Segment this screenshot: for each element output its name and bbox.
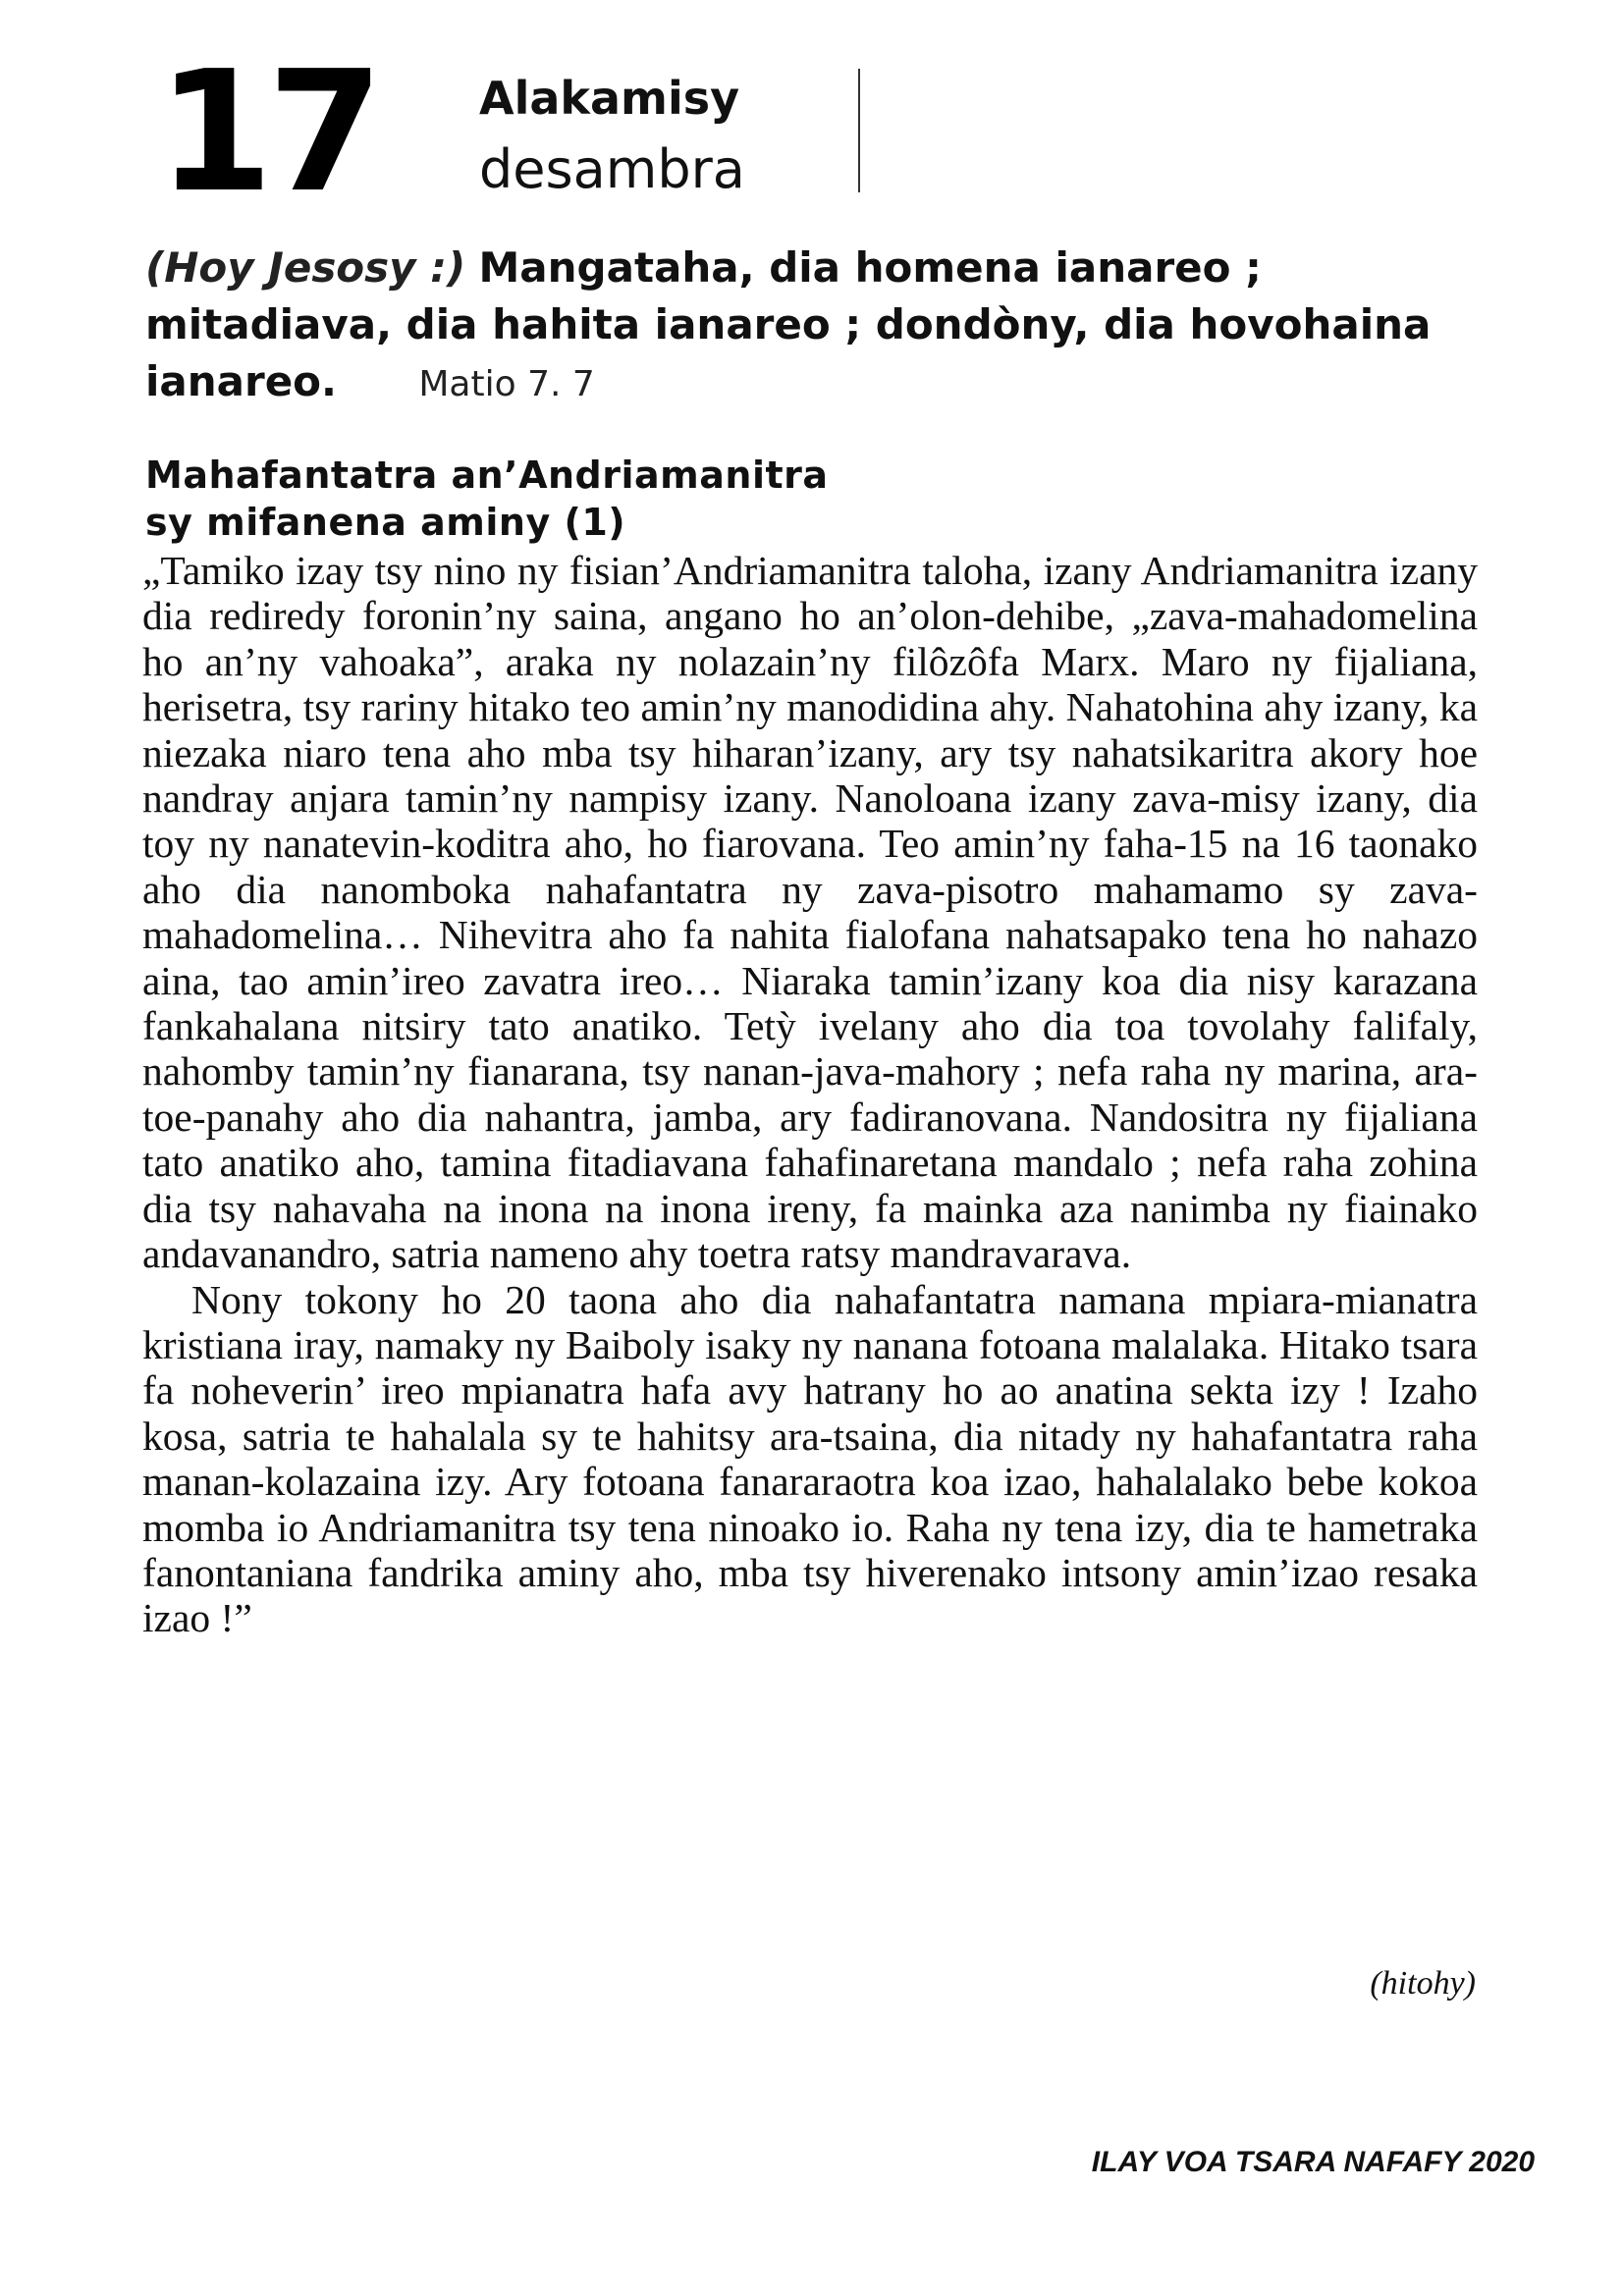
month: desambra bbox=[479, 138, 745, 200]
daily-verse bbox=[145, 240, 1477, 413]
article-paragraph-1: „Tamiko izay tsy nino ny fisian’Andriamanitra taloha, izany Andriamanitra izany dia rediredy foronin’ny saina, angano ho an’olon-dehibe, „zava-mahadomelina ho an’ny vahoaka”, araka ny nolazain’ny filôzôfa Marx. Maro ny fijaliana, herisetra, tsy rariny hitako teo amin’ny manodidina ahy. Nahatohina ahy izany, ka niezaka niaro tena aho mba tsy hiharan’izany, ary tsy nahatsikaritra akory hoe nandray anjara tamin’ny nampisy izany. Nanoloana izany zava-misy izany, dia toy ny nanatevin-koditra aho, ho fiarovana. Teo amin’ny faha-15 na 16 taonako aho dia nanomboka nahafantatra ny zava-pisotro mahamamo sy zava-mahadomelina… Nihevitra aho fa nahita fialofana nahatsapako tena ho nahazo aina, tao amin’ireo zavatra ireo… Niaraka tamin’izany koa dia nisy karazana fankahalana nitsiry tato anatiko. Tetỳ ivelany aho dia toa tovolahy falifaly, nahomby tamin’ny fianarana, tsy nanan-java-mahory ; nefa raha ny marina, ara-toe-panahy aho dia nahantra, jamba, ary fadiranovana. Nandositra ny fijaliana tato anatiko aho, tamina fitadiavana fahafinaretana mandalo ; nefa raha zohina dia tsy nahavaha na inona na inona ireny, fa mainka aza nanimba ny fiainako andavanandro, satria nameno ahy toetra ratsy mandravarava. bbox=[142, 548, 1478, 1277]
publication-footer: ILAY VOA TSARA NAFAFY 2020 bbox=[1091, 2146, 1535, 2178]
verse-speaker: (Hoy Jesosy :) bbox=[145, 243, 466, 292]
verse-text: Mangataha, dia homena ianareo ; mitadiava, dia hahita ianareo ; dondòny, dia hovohaina ianareo. bbox=[145, 243, 1432, 405]
day-number: 17 bbox=[157, 35, 378, 230]
header-divider bbox=[858, 69, 860, 192]
weekday: Alakamisy bbox=[479, 72, 740, 125]
verse-reference: Matio 7. 7 bbox=[418, 364, 595, 404]
article-title bbox=[145, 452, 1225, 546]
article-paragraph-2: Nony tokony ho 20 taona aho dia nahafantatra namana mpiara-mianatra kristiana iray, namaky ny Baiboly isaky ny nanana fotoana malalaka. Hitako tsara fa noheverin’ ireo mpianatra hafa avy hatrany ho ao anatina sekta izy ! Izaho kosa, satria te hahalala sy te hahitsy ara-tsaina, dia nitady ny hahafantatra raha manan-kolazaina izy. Ary fotoana fanararaotra koa izao, hahalalako bebe kokoa momba io Andriamanitra tsy tena ninoako io. Raha ny tena izy, dia te hametraka fanontaniana fandrika aminy aho, mba tsy hiverenako intsony amin’izao resaka izao !” bbox=[142, 1276, 1478, 1641]
article-body bbox=[142, 548, 1478, 1641]
article-title-line-1: Mahafantatra an’Andriamanitra bbox=[145, 454, 829, 497]
continuation-note: (hitohy) bbox=[1370, 1965, 1476, 2002]
article-title-line-2: sy mifanena aminy (1) bbox=[145, 501, 626, 544]
